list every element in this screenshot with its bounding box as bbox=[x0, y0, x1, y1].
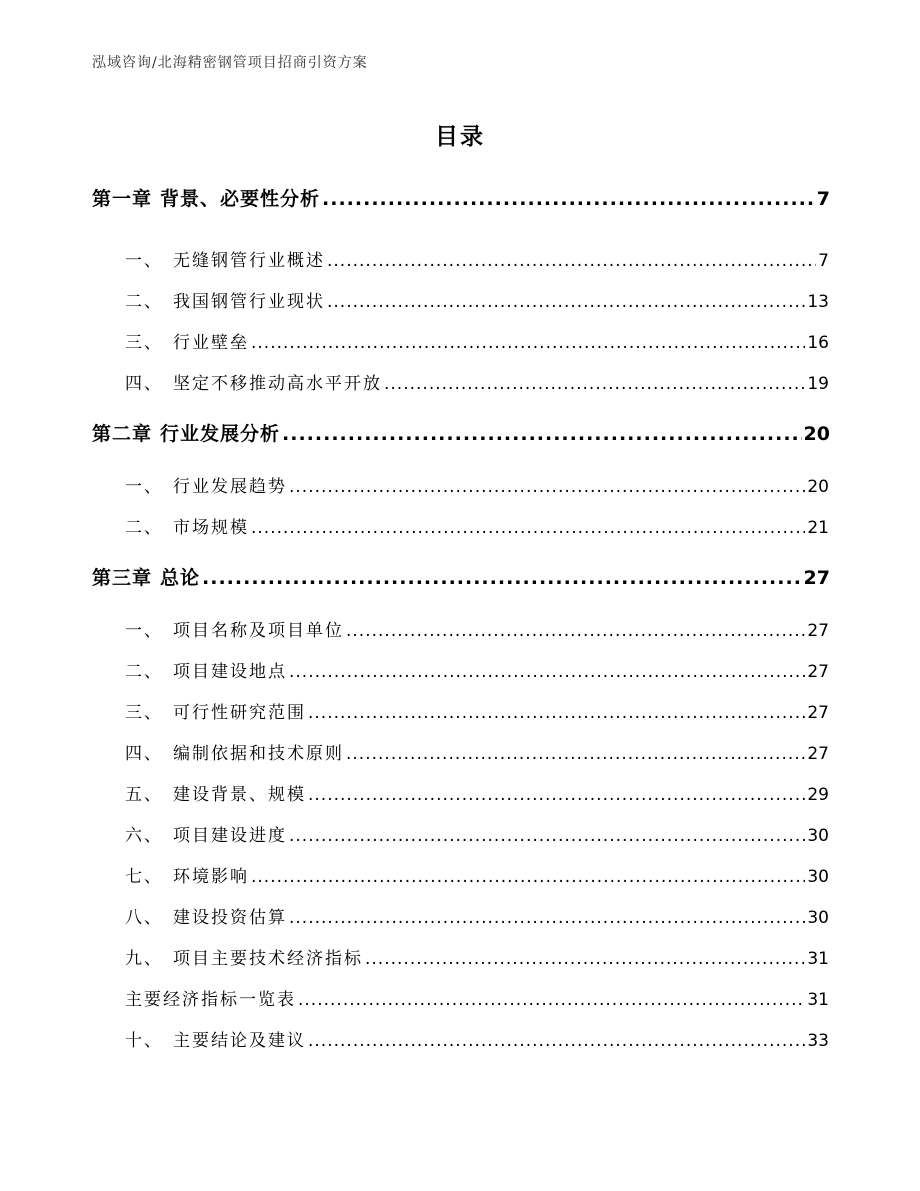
dot-leader bbox=[202, 567, 802, 589]
toc-number: 十、 bbox=[125, 1031, 163, 1051]
toc-page-number: 13 bbox=[807, 292, 829, 312]
toc-number: 九、 bbox=[125, 949, 163, 969]
toc-title: 背景、必要性分析 bbox=[160, 188, 321, 210]
toc-section[interactable] bbox=[125, 821, 829, 846]
toc-section[interactable] bbox=[125, 472, 829, 497]
toc-title: 项目建设地点 bbox=[173, 662, 287, 682]
toc-page-number: 27 bbox=[803, 567, 830, 589]
dot-leader bbox=[322, 188, 815, 210]
dot-leader bbox=[346, 744, 805, 764]
toc-label bbox=[125, 698, 306, 723]
toc-section[interactable] bbox=[125, 287, 829, 312]
toc-section[interactable] bbox=[125, 903, 829, 928]
dot-leader bbox=[289, 826, 805, 846]
toc-section[interactable] bbox=[125, 944, 829, 969]
toc-section[interactable] bbox=[125, 369, 829, 394]
page-header: 泓域咨询/北海精密钢管项目招商引资方案 bbox=[92, 55, 368, 71]
dot-leader bbox=[308, 1031, 805, 1051]
dot-leader bbox=[289, 908, 805, 928]
toc-number: 五、 bbox=[125, 785, 163, 805]
toc-label bbox=[92, 184, 320, 211]
toc-title: 环境影响 bbox=[173, 867, 249, 887]
toc-label bbox=[125, 862, 249, 887]
toc-label bbox=[125, 657, 287, 682]
toc-label bbox=[125, 472, 287, 497]
dot-leader bbox=[251, 518, 805, 538]
toc-page-number: 27 bbox=[807, 621, 829, 641]
toc-number: 八、 bbox=[125, 908, 163, 928]
toc-title: 项目名称及项目单位 bbox=[173, 621, 344, 641]
toc-page-number: 16 bbox=[807, 333, 829, 353]
dot-leader bbox=[289, 477, 805, 497]
toc-number: 一、 bbox=[125, 251, 163, 271]
toc-page-number: 19 bbox=[807, 374, 829, 394]
dot-leader bbox=[365, 949, 805, 969]
toc-number: 二、 bbox=[125, 662, 163, 682]
toc-number: 一、 bbox=[125, 477, 163, 497]
toc-section[interactable] bbox=[125, 780, 829, 805]
toc-section[interactable] bbox=[125, 1026, 829, 1051]
toc-section[interactable] bbox=[125, 739, 829, 764]
toc-page-number: 21 bbox=[807, 518, 829, 538]
toc-label bbox=[92, 563, 200, 590]
dot-leader bbox=[327, 251, 816, 271]
toc-page-number: 31 bbox=[807, 990, 829, 1010]
toc-label bbox=[125, 287, 325, 312]
toc-page-number: 20 bbox=[807, 477, 829, 497]
page-title: 目录 bbox=[435, 124, 485, 150]
toc-label bbox=[125, 944, 363, 969]
dot-leader bbox=[308, 703, 805, 723]
toc-page-number: 29 bbox=[807, 785, 829, 805]
toc-section[interactable] bbox=[125, 698, 829, 723]
dot-leader bbox=[327, 292, 805, 312]
toc-label bbox=[125, 328, 249, 353]
toc-title: 市场规模 bbox=[173, 518, 249, 538]
toc-label bbox=[125, 1026, 306, 1051]
toc-section[interactable] bbox=[125, 657, 829, 682]
toc-number: 第三章 bbox=[92, 567, 153, 589]
toc-label bbox=[125, 369, 382, 394]
toc-label bbox=[125, 739, 344, 764]
toc-title: 无缝钢管行业概述 bbox=[173, 251, 325, 271]
toc-title: 建设投资估算 bbox=[173, 908, 287, 928]
toc-section[interactable] bbox=[125, 862, 829, 887]
toc-page-number: 31 bbox=[807, 949, 829, 969]
toc-number: 三、 bbox=[125, 703, 163, 723]
toc-page-number: 27 bbox=[807, 744, 829, 764]
dot-leader bbox=[298, 990, 805, 1010]
toc-title: 行业壁垒 bbox=[173, 333, 249, 353]
toc-chapter-1[interactable] bbox=[92, 184, 830, 211]
toc-page-number: 27 bbox=[807, 703, 829, 723]
toc-label bbox=[125, 513, 249, 538]
toc-label bbox=[125, 821, 287, 846]
toc-label bbox=[92, 419, 280, 446]
toc-number: 二、 bbox=[125, 292, 163, 312]
dot-leader bbox=[384, 374, 805, 394]
toc-section[interactable] bbox=[125, 985, 829, 1010]
toc-title: 行业发展分析 bbox=[160, 423, 281, 445]
toc-number: 一、 bbox=[125, 621, 163, 641]
toc-number: 三、 bbox=[125, 333, 163, 353]
toc-title: 可行性研究范围 bbox=[173, 703, 306, 723]
toc-title: 我国钢管行业现状 bbox=[173, 292, 325, 312]
toc-title: 项目主要技术经济指标 bbox=[173, 949, 363, 969]
toc-page-number: 20 bbox=[803, 423, 830, 445]
toc-page-number: 7 bbox=[816, 188, 830, 210]
dot-leader bbox=[346, 621, 805, 641]
toc-section[interactable] bbox=[125, 328, 829, 353]
toc-page-number: 30 bbox=[807, 908, 829, 928]
toc-number: 四、 bbox=[125, 374, 163, 394]
dot-leader bbox=[282, 423, 802, 445]
dot-leader bbox=[308, 785, 805, 805]
toc-title: 项目建设进度 bbox=[173, 826, 287, 846]
toc-chapter-2[interactable] bbox=[92, 419, 830, 446]
toc-title: 行业发展趋势 bbox=[173, 477, 287, 497]
dot-leader bbox=[289, 662, 805, 682]
toc-section[interactable] bbox=[125, 616, 829, 641]
toc-title: 坚定不移推动高水平开放 bbox=[173, 374, 382, 394]
toc-number: 四、 bbox=[125, 744, 163, 764]
toc-section[interactable] bbox=[125, 246, 829, 271]
toc-page-number: 30 bbox=[807, 826, 829, 846]
toc-page-number: 33 bbox=[807, 1031, 829, 1051]
toc-label bbox=[125, 985, 296, 1010]
toc-number: 第一章 bbox=[92, 188, 153, 210]
toc-number: 六、 bbox=[125, 826, 163, 846]
toc-label bbox=[125, 246, 325, 271]
toc-title: 主要结论及建议 bbox=[173, 1031, 306, 1051]
dot-leader bbox=[251, 333, 805, 353]
toc-section[interactable] bbox=[125, 513, 829, 538]
toc-title: 总论 bbox=[160, 567, 201, 589]
toc-title: 编制依据和技术原则 bbox=[173, 744, 344, 764]
toc-label bbox=[125, 780, 306, 805]
dot-leader bbox=[251, 867, 805, 887]
toc-page-number: 30 bbox=[807, 867, 829, 887]
toc-page-number: 7 bbox=[818, 251, 829, 271]
toc-number: 七、 bbox=[125, 867, 163, 887]
toc-page-number: 27 bbox=[807, 662, 829, 682]
toc-number: 二、 bbox=[125, 518, 163, 538]
toc-number: 第二章 bbox=[92, 423, 153, 445]
toc-title: 主要经济指标一览表 bbox=[125, 990, 296, 1010]
toc-label bbox=[125, 903, 287, 928]
toc-title: 建设背景、规模 bbox=[173, 785, 306, 805]
toc-label bbox=[125, 616, 344, 641]
toc-chapter-3[interactable] bbox=[92, 563, 830, 590]
